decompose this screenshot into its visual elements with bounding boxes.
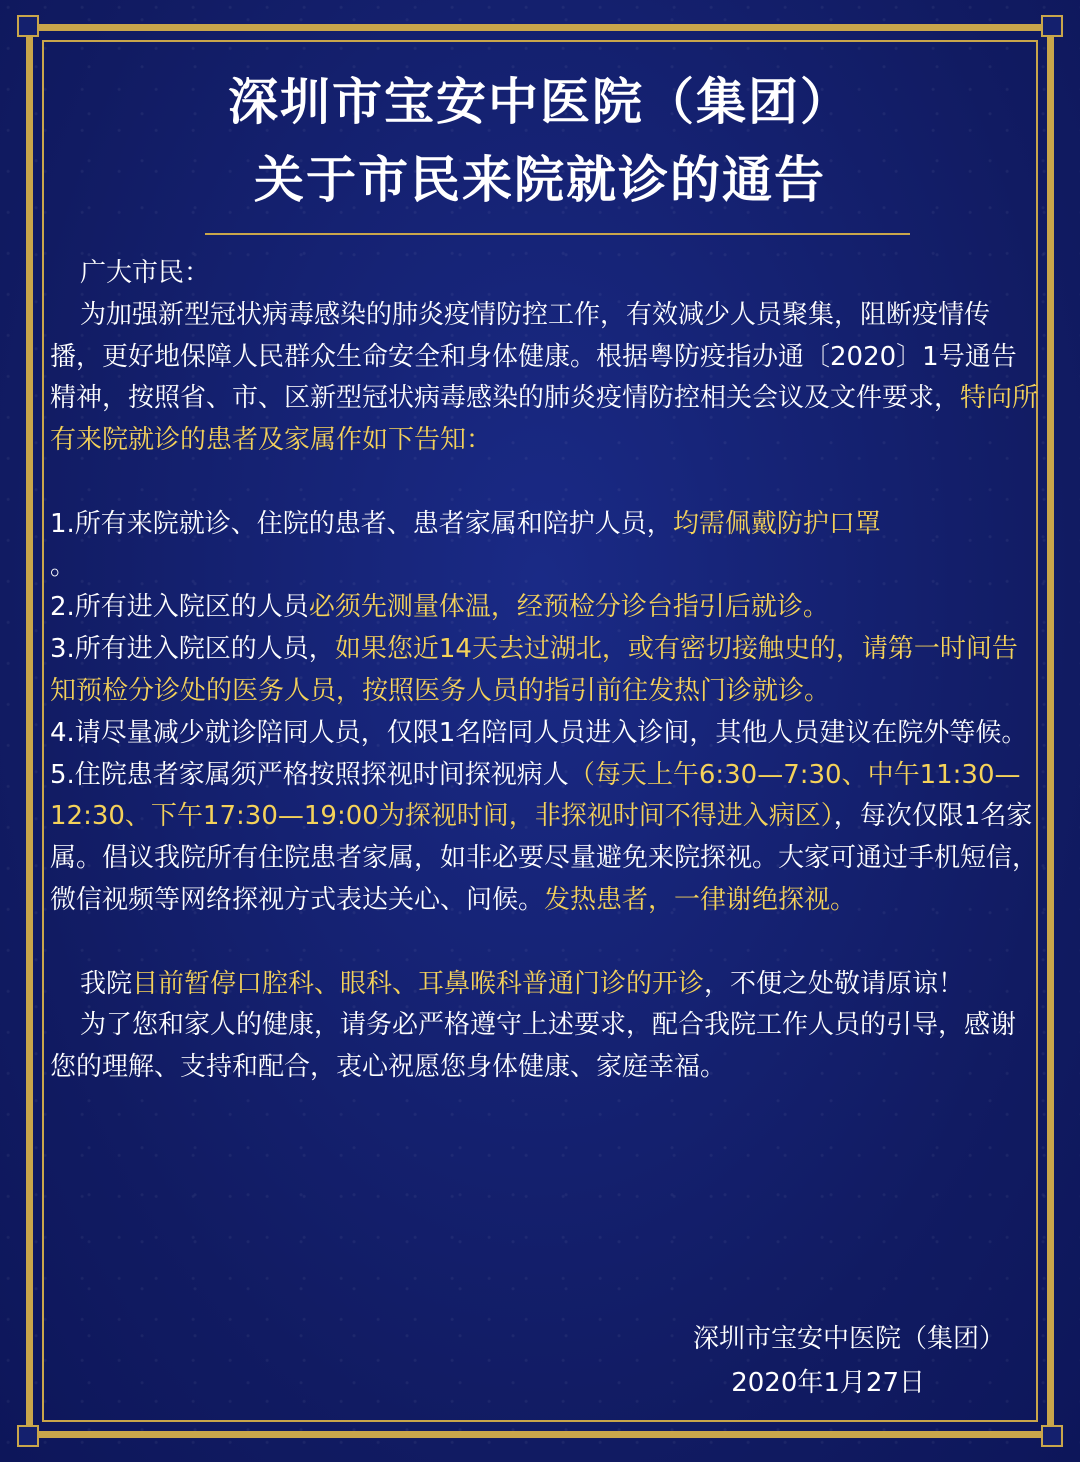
suspension-paragraph bbox=[50, 964, 1040, 1006]
item-5-final-highlight: 发热患者，一律谢绝探视。 bbox=[544, 884, 857, 915]
notice-item-2 bbox=[50, 587, 1040, 629]
title-divider bbox=[205, 233, 910, 235]
notice-item-5 bbox=[50, 755, 1040, 922]
intro-highlight: 特向所有来院就诊的患者及家属作如下告知： bbox=[50, 383, 1039, 456]
corner-ornament-bottom-right bbox=[1041, 1425, 1063, 1447]
item-5-highlight: （每天上午6:30—7:30、中午11:30—12:30、下午17:30—19:00为探视时间，非探视时间不得进入病区） bbox=[50, 759, 1021, 832]
item-1-end: 。 bbox=[50, 550, 77, 581]
notice-title-line-2: 关于市民来院就诊的通告 bbox=[254, 150, 826, 209]
item-3-highlight: 如果您近14天去过湖北，或有密切接触史的，请第一时间告知预检分诊处的医务人员，按照医务人员的指引前往发热门诊就诊。 bbox=[50, 634, 1018, 706]
item-3-text: 3.所有进入院区的人员， bbox=[50, 634, 335, 665]
notice-item-1 bbox=[50, 504, 1040, 588]
corner-ornament-top-right bbox=[1041, 15, 1063, 37]
intro-text: 为加强新型冠状病毒感染的肺炎疫情防控工作，有效减少人员聚集，阻断疫情传播，更好地保障人民群众生命安全和身体健康。根据粤防疫指办通〔2020〕1号通告精神，按照省、市、区新型冠状病毒感染的肺炎疫情防控相关会议及文件要求， bbox=[50, 299, 1017, 414]
item-2-text: 2.所有进入院区的人员 bbox=[50, 592, 309, 623]
notice-item-4 bbox=[50, 713, 1040, 755]
notice-body bbox=[50, 253, 1040, 1089]
signature-organization: 深圳市宝安中医院（集团） bbox=[692, 1324, 1005, 1354]
notice-item-3 bbox=[50, 629, 1040, 713]
suspension-text: 我院 bbox=[80, 968, 133, 999]
closing-paragraph: 为了您和家人的健康，请务必严格遵守上述要求，配合我院工作人员的引导，感谢您的理解、支持和配合，衷心祝愿您身体健康、家庭幸福。 bbox=[50, 1010, 1017, 1083]
notice-title-line-1: 深圳市宝安中医院（集团） bbox=[228, 72, 852, 131]
item-4-text: 4.请尽量减少就诊陪同人员，仅限1名陪同人员进入诊间，其他人员建议在院外等候。 bbox=[50, 717, 1028, 748]
item-5-text: 5.住院患者家属须严格按照探视时间探视病人 bbox=[50, 759, 569, 790]
suspension-end: ，不便之处敬请原谅！ bbox=[704, 968, 965, 999]
item-2-highlight: 必须先测量体温，经预检分诊台指引后就诊。 bbox=[308, 592, 829, 623]
item-5-text-continued: ，每次仅限1名家属。倡议我院所有住院患者家属，如非必要尽量避免来院探视。大家可通过手机短信，微信视频等网络探视方式表达关心、问候。 bbox=[50, 801, 1039, 915]
item-1-text: 1.所有来院就诊、住院的患者、患者家属和陪护人员， bbox=[50, 508, 673, 539]
corner-ornament-top-left bbox=[17, 15, 39, 37]
suspension-highlight: 目前暂停口腔科、眼科、耳鼻喉科普通门诊的开诊 bbox=[132, 968, 705, 999]
salutation: 广大市民： bbox=[80, 258, 211, 288]
signature-date: 2020年1月27日 bbox=[731, 1368, 925, 1398]
item-1-highlight: 均需佩戴防护口罩 bbox=[672, 508, 881, 539]
intro-paragraph bbox=[50, 295, 1040, 462]
corner-ornament-bottom-left bbox=[17, 1425, 39, 1447]
